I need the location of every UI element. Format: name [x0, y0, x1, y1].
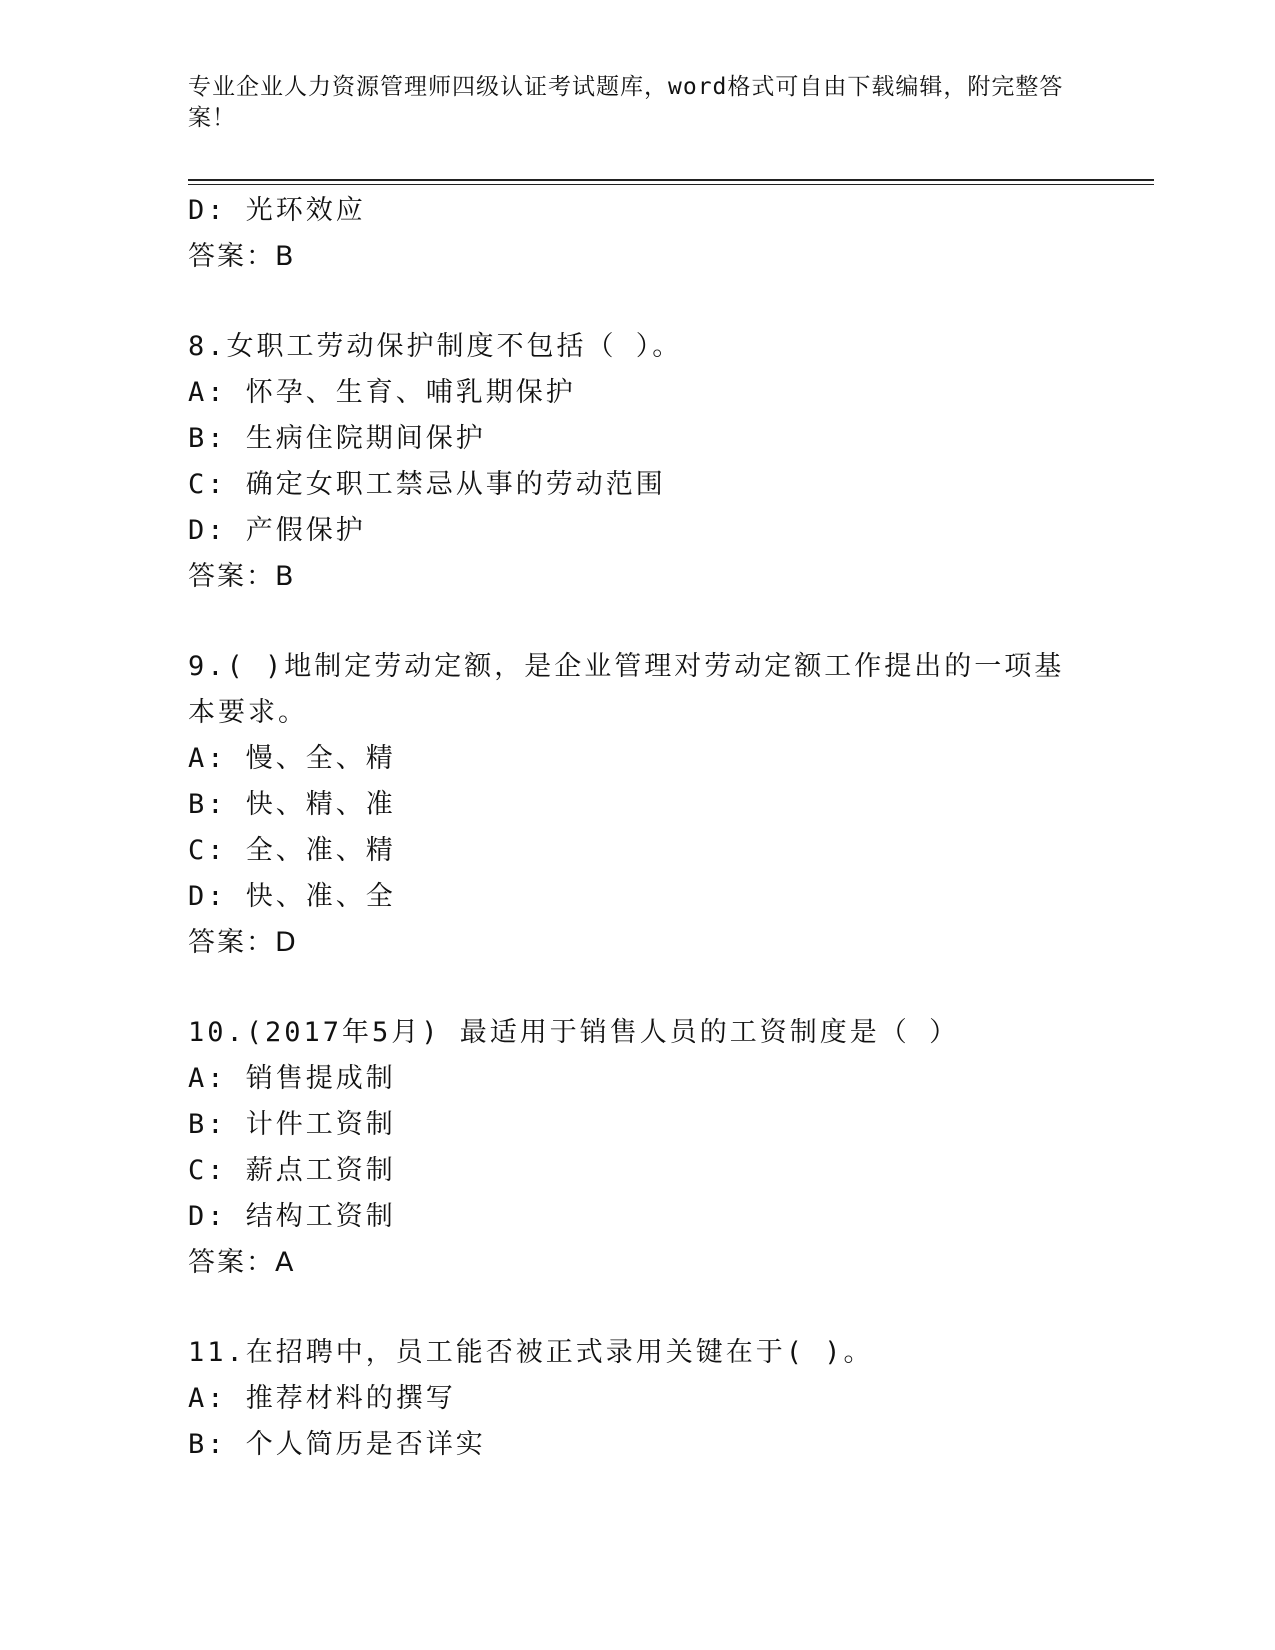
question-9 — [188, 644, 1088, 966]
option-d: D: 快、准、全 — [188, 881, 396, 912]
option-b: B: 计件工资制 — [188, 1109, 396, 1140]
option-c: C: 薪点工资制 — [188, 1155, 396, 1186]
option-a: A: 慢、全、精 — [188, 743, 396, 774]
question-stem: 10.(2017年5月) 最适用于销售人员的工资制度是（ ） — [188, 1017, 960, 1048]
page-header: 专业企业人力资源管理师四级认证考试题库，word格式可自由下载编辑，附完整答案！ — [188, 74, 1064, 131]
option-b: B: 生病住院期间保护 — [188, 423, 486, 454]
answer: 答案：D — [188, 927, 298, 958]
question-list — [188, 188, 1088, 1468]
option-d: D: 结构工资制 — [188, 1201, 396, 1232]
question-10 — [188, 1010, 1088, 1286]
answer: 答案：B — [188, 561, 296, 592]
option-c: C: 全、准、精 — [188, 835, 396, 866]
option-c: C: 确定女职工禁忌从事的劳动范围 — [188, 469, 666, 500]
header-divider — [188, 179, 1154, 185]
question-8 — [188, 324, 1088, 600]
question-stem: 8.女职工劳动保护制度不包括（ ）。 — [188, 331, 683, 362]
option-d: D: 产假保护 — [188, 515, 366, 546]
question-stem: 9.( )地制定劳动定额，是企业管理对劳动定额工作提出的一项基本要求。 — [188, 651, 1065, 728]
option-a: A: 销售提成制 — [188, 1063, 396, 1094]
question-11 — [188, 1330, 1088, 1468]
option-a: A: 推荐材料的撰写 — [188, 1383, 456, 1414]
option-a: A: 怀孕、生育、哺乳期保护 — [188, 377, 576, 408]
option-b: B: 个人简历是否详实 — [188, 1429, 486, 1460]
option-d: D: 光环效应 — [188, 195, 366, 226]
answer: 答案：B — [188, 241, 296, 272]
answer: 答案：A — [188, 1247, 296, 1278]
question-stem: 11.在招聘中，员工能否被正式录用关键在于( )。 — [188, 1337, 874, 1368]
option-b: B: 快、精、准 — [188, 789, 396, 820]
